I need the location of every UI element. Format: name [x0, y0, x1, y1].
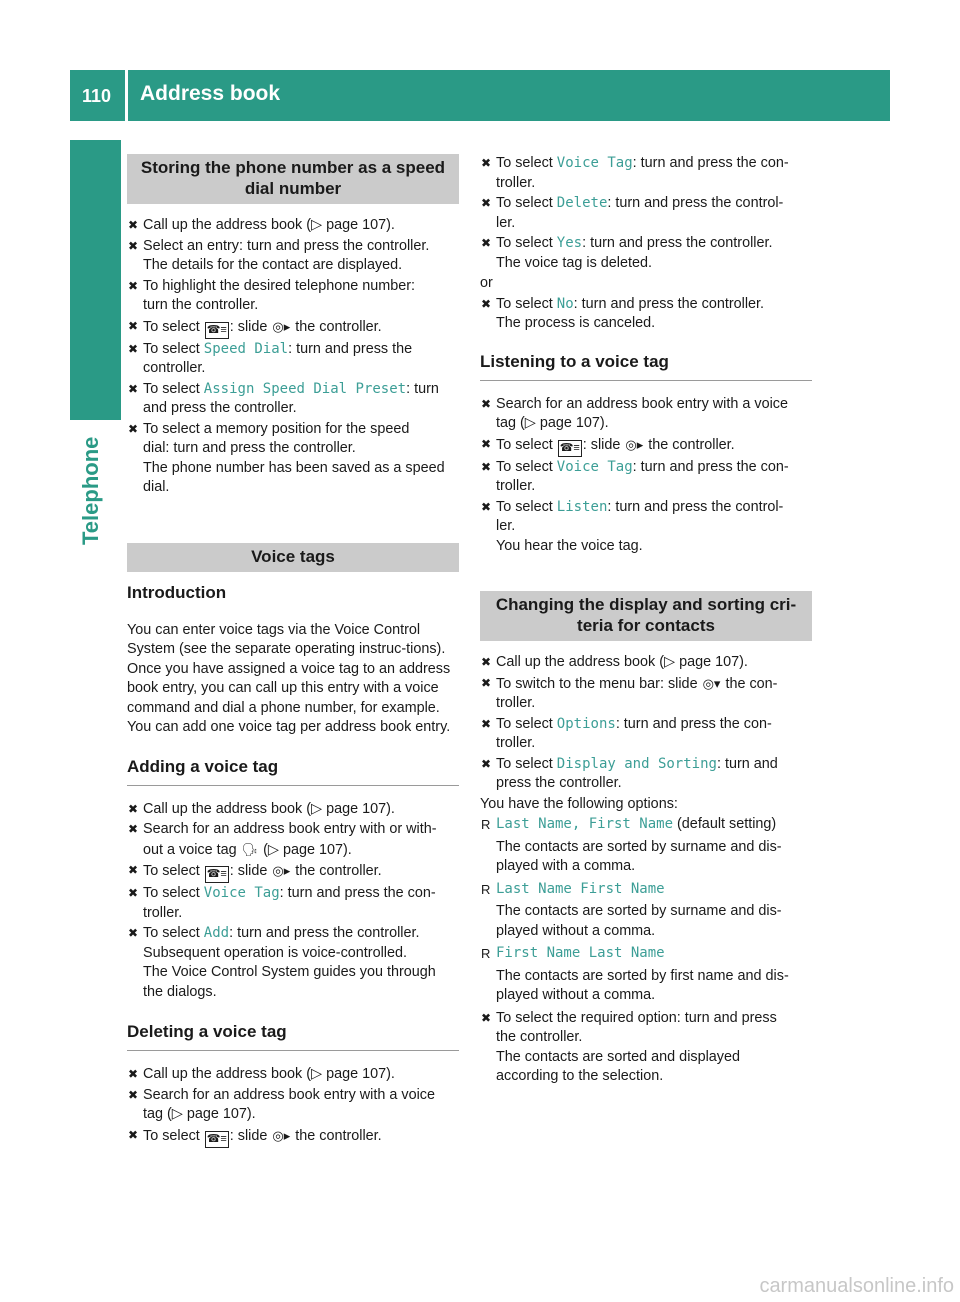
option-item: R Last Name, First Name (default setting) The contacts are sorted by surname and dis- played with a comma.	[481, 816, 782, 874]
step-item: ✖ To select Speed Dial: turn and press the controller.	[128, 340, 413, 376]
display-sorting-title: Changing the display and sorting cri-teria for contacts	[480, 591, 812, 641]
introduction-heading: Introduction	[127, 582, 227, 602]
watermark: carmanualsonline.info	[759, 1275, 954, 1297]
step-arrow-icon: ✖	[128, 1067, 139, 1081]
step-item: ✖ To select the required option: turn and press the controller. The contacts are sorted and displayed according to the selection.	[481, 1009, 777, 1084]
step-item: ✖ To select Options: turn and press the con- troller.	[481, 715, 772, 751]
step-arrow-icon: ✖	[128, 341, 139, 356]
step-item: ✖ Call up the address book (▷ page 107).	[127, 1065, 459, 1085]
controller-right-icon: ◎▸	[272, 318, 291, 334]
step-arrow-icon: ✖	[481, 396, 492, 411]
step-item: ✖ Call up the address book (▷ page 107).	[480, 653, 812, 673]
step-arrow-icon: ✖	[128, 421, 139, 436]
introduction-text: You can enter voice tags via the Voice Control System (see the separate operating instruc-tions). Once you have assigned a voice tag to an address book entry, you can call up this entry with a voice command and dial a phone number, for example. You can add one voice tag per address book entry.	[127, 621, 451, 735]
controller-right-icon: ◎▸	[272, 1127, 291, 1143]
phonebook-icon: ☎≡	[205, 1131, 229, 1148]
controller-down-icon: ◎▾	[702, 675, 721, 691]
step-arrow-icon: ✖	[128, 801, 139, 816]
step-item: ✖ To select ☎≡ : slide ◎▸ the controller.	[480, 435, 812, 457]
step-arrow-icon: ✖	[481, 1010, 492, 1025]
step-item: ✖ To select No: turn and press the controller. The process is canceled.	[481, 295, 765, 331]
step-item: ✖ Search for an address book entry with or with- out a voice tag 🗣 (▷ page 107).	[128, 821, 437, 858]
step-arrow-icon: ✖	[481, 436, 492, 451]
step-item: ✖ Select an entry: turn and press the controller. The details for the contact are displayed.	[128, 237, 430, 273]
step-item: ✖ To select ☎≡ : slide ◎▸ the controller.	[127, 317, 459, 339]
step-item: ✖ To select Display and Sorting: turn and press the controller.	[481, 755, 778, 791]
controller-right-icon: ◎▸	[272, 863, 291, 878]
page-number: 110	[82, 86, 112, 106]
step-item: ✖ Search for an address book entry with a voice tag (▷ page 107).	[128, 1086, 435, 1122]
step-item: ✖ To select Delete: turn and press the control- ler.	[481, 195, 784, 231]
controller-right-icon: ◎▸	[625, 436, 644, 452]
step-arrow-icon: ✖	[128, 926, 139, 940]
voice-tags-title: Voice tags	[127, 543, 459, 572]
step-arrow-icon: ✖	[128, 1127, 139, 1142]
page-header	[70, 70, 890, 121]
step-arrow-icon: ✖	[481, 655, 492, 669]
option-item: R Last Name First Name The contacts are sorted by surname and dis- played without a comma.	[481, 880, 782, 939]
step-item: ✖ To select Voice Tag: turn and press the con- troller.	[128, 885, 436, 921]
step-arrow-icon: ✖	[128, 278, 139, 293]
chapter-label: Telephone	[78, 436, 103, 545]
or-label: or	[480, 275, 493, 291]
step-arrow-icon: ✖	[128, 863, 139, 877]
step-item: ✖ To select ☎≡ : slide ◎▸ the controller.	[127, 861, 459, 883]
step-item: ✖ To select Yes: turn and press the controller. The voice tag is deleted.	[481, 235, 773, 271]
step-item: ✖ To select Add: turn and press the controller. Subsequent operation is voice-controlled. The Voice Control System guides you through the dialogs.	[128, 925, 436, 1000]
step-arrow-icon: ✖	[128, 822, 139, 836]
step-item: ✖ To select Listen: turn and press the control- ler. You hear the voice tag.	[481, 498, 784, 554]
step-item: ✖ Call up the address book (▷ page 107).	[127, 800, 459, 820]
step-item: ✖ Search for an address book entry with a voice tag (▷ page 107).	[481, 395, 788, 431]
step-arrow-icon: ✖	[481, 675, 492, 690]
left-column	[127, 154, 459, 1149]
speed-dial-title: Storing the phone number as a speed dial number	[127, 154, 459, 204]
step-arrow-icon: ✖	[481, 156, 492, 170]
step-arrow-icon: ✖	[128, 238, 139, 253]
deleting-voice-tag-heading: Deleting a voice tag	[127, 1021, 459, 1051]
step-item: ✖ To select ☎≡ : slide ◎▸ the controller.	[127, 1126, 459, 1148]
step-arrow-icon: ✖	[128, 318, 139, 333]
step-item: ✖ Call up the address book (▷ page 107).	[127, 216, 459, 236]
option-bullet-icon: R	[481, 817, 491, 832]
options-intro: You have the following options:	[480, 795, 678, 812]
option-bullet-icon: R	[481, 946, 491, 961]
phonebook-icon: ☎≡	[205, 322, 229, 339]
phonebook-icon: ☎≡	[558, 440, 582, 457]
step-arrow-icon: ✖	[481, 499, 492, 514]
step-arrow-icon: ✖	[481, 236, 492, 250]
step-item: ✖ To select Voice Tag: turn and press the con- troller.	[481, 458, 789, 494]
step-arrow-icon: ✖	[481, 296, 492, 311]
step-item: ✖ To highlight the desired telephone number: turn the controller.	[128, 277, 416, 313]
step-arrow-icon: ✖	[128, 381, 139, 396]
phonebook-icon: ☎≡	[205, 866, 229, 883]
chapter-tab	[70, 140, 121, 420]
step-item: ✖ To select a memory position for the speed dial: turn and press the controller. The phone number has been saved as a speed dial.	[128, 420, 445, 495]
step-arrow-icon: ✖	[481, 756, 492, 771]
step-arrow-icon: ✖	[128, 1087, 139, 1102]
step-arrow-icon: ✖	[481, 716, 492, 731]
option-bullet-icon: R	[481, 881, 491, 897]
right-column	[480, 154, 812, 1088]
step-arrow-icon: ✖	[481, 459, 492, 474]
step-arrow-icon: ✖	[128, 218, 139, 232]
step-arrow-icon: ✖	[481, 196, 492, 210]
adding-voice-tag-heading: Adding a voice tag	[127, 756, 459, 786]
option-item: R First Name Last Name The contacts are sorted by first name and dis- played without a comma.	[481, 945, 789, 1003]
step-arrow-icon: ✖	[128, 886, 139, 900]
step-item: ✖ To select Voice Tag: turn and press the con- troller.	[481, 155, 789, 191]
step-item: ✖ To switch to the menu bar: slide ◎▾ the con- troller.	[481, 675, 778, 711]
listening-voice-tag-heading: Listening to a voice tag	[480, 351, 812, 381]
section-title: Address book	[140, 82, 281, 105]
step-item: ✖ To select Assign Speed Dial Preset: turn and press the controller.	[128, 380, 439, 416]
header-separator	[125, 70, 128, 121]
voice-icon: 🗣	[241, 841, 259, 857]
